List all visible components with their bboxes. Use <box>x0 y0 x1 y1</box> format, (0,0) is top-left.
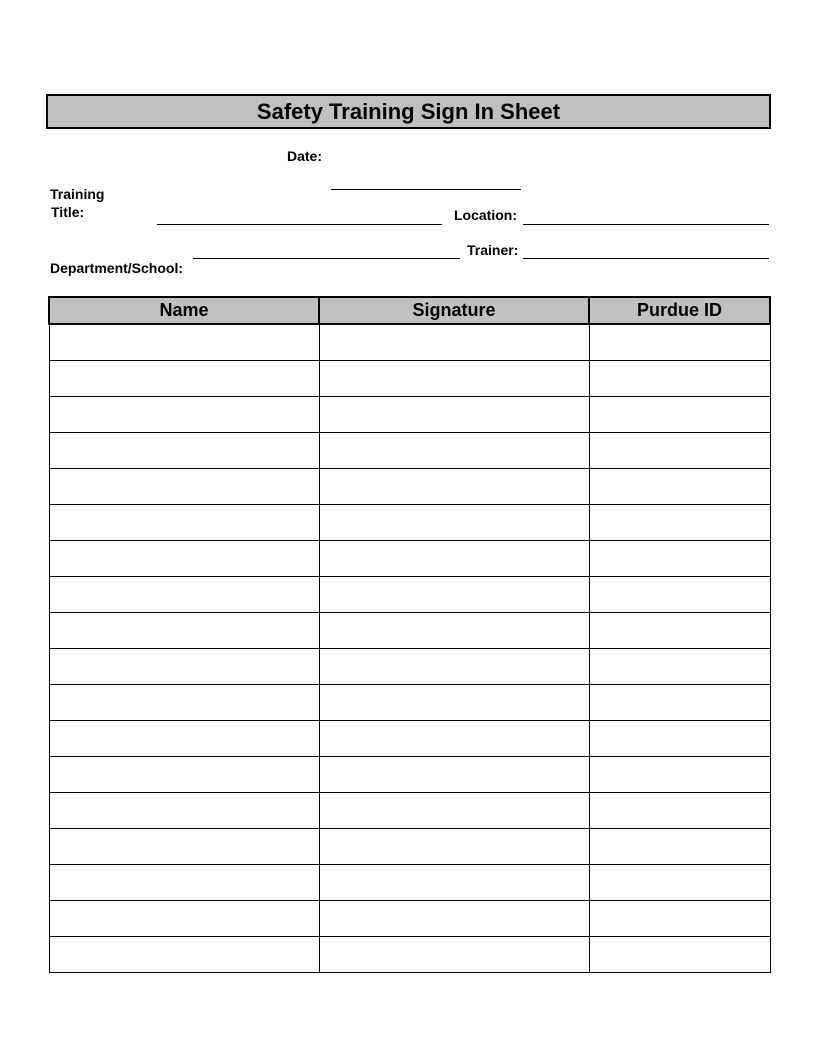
purdue-id-cell[interactable] <box>589 469 770 505</box>
training-title-label-line1: Training <box>50 186 105 202</box>
column-header-purdue-id: Purdue ID <box>589 297 770 324</box>
purdue-id-cell[interactable] <box>589 541 770 577</box>
table-row <box>49 685 770 721</box>
table-body <box>49 324 770 973</box>
table-row <box>49 793 770 829</box>
name-cell[interactable] <box>49 397 319 433</box>
name-cell[interactable] <box>49 901 319 937</box>
column-header-name: Name <box>49 297 319 324</box>
signature-cell[interactable] <box>319 793 589 829</box>
name-cell[interactable] <box>49 649 319 685</box>
signature-cell[interactable] <box>319 685 589 721</box>
name-cell[interactable] <box>49 829 319 865</box>
location-label: Location: <box>454 207 517 223</box>
department-field-line[interactable] <box>193 258 460 259</box>
purdue-id-cell[interactable] <box>589 937 770 973</box>
purdue-id-cell[interactable] <box>589 577 770 613</box>
signature-cell[interactable] <box>319 901 589 937</box>
signature-cell[interactable] <box>319 649 589 685</box>
training-title-label-line2: Title: <box>51 204 85 220</box>
table-row <box>49 433 770 469</box>
table-row <box>49 829 770 865</box>
signature-cell[interactable] <box>319 577 589 613</box>
signature-cell[interactable] <box>319 829 589 865</box>
purdue-id-cell[interactable] <box>589 829 770 865</box>
name-cell[interactable] <box>49 613 319 649</box>
purdue-id-cell[interactable] <box>589 361 770 397</box>
table-row <box>49 397 770 433</box>
name-cell[interactable] <box>49 865 319 901</box>
table-row <box>49 577 770 613</box>
name-cell[interactable] <box>49 324 319 361</box>
document-title: Safety Training Sign In Sheet <box>46 94 771 129</box>
name-cell[interactable] <box>49 685 319 721</box>
signature-cell[interactable] <box>319 505 589 541</box>
sign-in-table <box>48 296 771 973</box>
purdue-id-cell[interactable] <box>589 901 770 937</box>
column-header-signature: Signature <box>319 297 589 324</box>
signature-cell[interactable] <box>319 324 589 361</box>
name-cell[interactable] <box>49 793 319 829</box>
department-label: Department/School: <box>50 260 184 276</box>
signature-cell[interactable] <box>319 433 589 469</box>
trainer-field-line[interactable] <box>523 258 769 259</box>
signature-cell[interactable] <box>319 757 589 793</box>
name-cell[interactable] <box>49 757 319 793</box>
signature-cell[interactable] <box>319 361 589 397</box>
table-row <box>49 505 770 541</box>
trainer-label: Trainer: <box>467 242 519 258</box>
training-title-field-line[interactable] <box>157 224 442 225</box>
table-row <box>49 865 770 901</box>
purdue-id-cell[interactable] <box>589 324 770 361</box>
table-row <box>49 757 770 793</box>
signature-cell[interactable] <box>319 937 589 973</box>
name-cell[interactable] <box>49 541 319 577</box>
purdue-id-cell[interactable] <box>589 649 770 685</box>
table-row <box>49 541 770 577</box>
purdue-id-cell[interactable] <box>589 793 770 829</box>
name-cell[interactable] <box>49 505 319 541</box>
table-row <box>49 901 770 937</box>
table-header-row <box>49 297 770 324</box>
table-row <box>49 613 770 649</box>
purdue-id-cell[interactable] <box>589 505 770 541</box>
date-label: Date: <box>287 148 323 164</box>
purdue-id-cell[interactable] <box>589 721 770 757</box>
purdue-id-cell[interactable] <box>589 613 770 649</box>
name-cell[interactable] <box>49 469 319 505</box>
signature-cell[interactable] <box>319 613 589 649</box>
purdue-id-cell[interactable] <box>589 433 770 469</box>
name-cell[interactable] <box>49 433 319 469</box>
name-cell[interactable] <box>49 361 319 397</box>
table-row <box>49 469 770 505</box>
table-row <box>49 649 770 685</box>
purdue-id-cell[interactable] <box>589 685 770 721</box>
signature-cell[interactable] <box>319 721 589 757</box>
purdue-id-cell[interactable] <box>589 397 770 433</box>
signature-cell[interactable] <box>319 541 589 577</box>
table-row <box>49 721 770 757</box>
table-row <box>49 937 770 973</box>
date-field-line[interactable] <box>331 189 521 190</box>
signature-cell[interactable] <box>319 397 589 433</box>
table-row <box>49 324 770 361</box>
table-row <box>49 361 770 397</box>
name-cell[interactable] <box>49 721 319 757</box>
purdue-id-cell[interactable] <box>589 757 770 793</box>
signature-cell[interactable] <box>319 469 589 505</box>
purdue-id-cell[interactable] <box>589 865 770 901</box>
signature-cell[interactable] <box>319 865 589 901</box>
name-cell[interactable] <box>49 937 319 973</box>
location-field-line[interactable] <box>523 224 769 225</box>
name-cell[interactable] <box>49 577 319 613</box>
